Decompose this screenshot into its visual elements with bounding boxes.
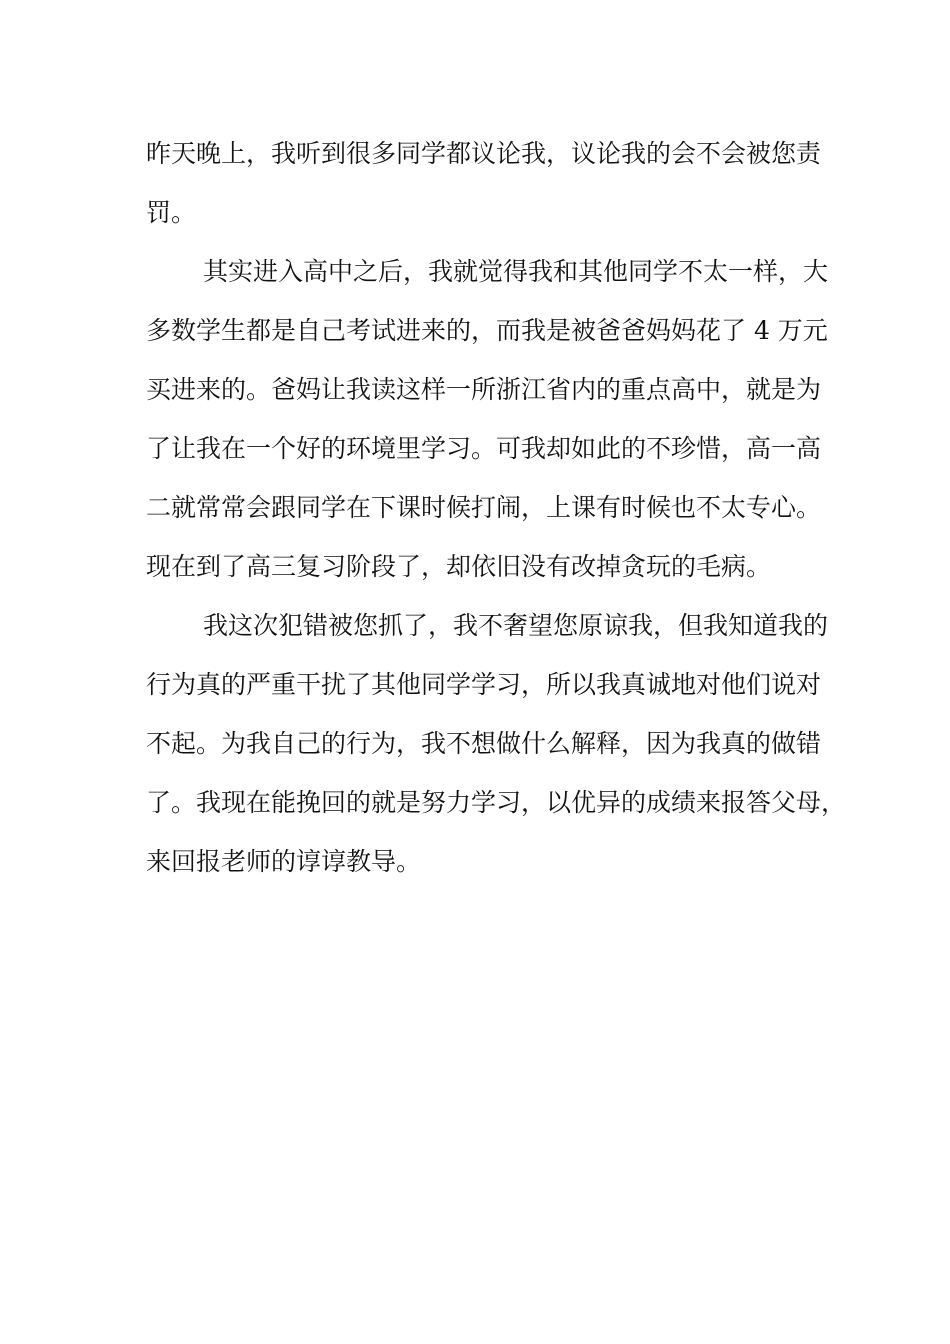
text-line: 多数学生都是自己考试进来的，而我是被爸爸妈妈花了 4 万元 (146, 316, 828, 345)
document-body (146, 130, 847, 897)
text-line: 了让我在一个好的环境里学习。可我却如此的不珍惜，高一高 (146, 434, 822, 463)
text-line: 不起。为我自己的行为，我不想做什么解释，因为我真的做错 (146, 729, 822, 758)
paragraph-first-line: 我这次犯错被您抓了，我不奢望您原谅我，但我知道我的 (203, 611, 829, 640)
text-line: 罚。 (146, 198, 197, 227)
text-line: 来回报老师的谆谆教导。 (146, 847, 422, 876)
text-line: 了。我现在能挽回的就是努力学习，以优异的成绩来报答父母， (146, 788, 847, 817)
paragraph-first-line: 其实进入高中之后，我就觉得我和其他同学不太一样，大 (203, 257, 829, 286)
text-line: 昨天晚上，我听到很多同学都议论我，议论我的会不会被您责 (146, 139, 822, 168)
text-line: 现在到了高三复习阶段了，却依旧没有改掉贪玩的毛病。 (146, 552, 772, 581)
text-line: 二就常常会跟同学在下课时候打闹，上课有时候也不太专心。 (146, 493, 822, 522)
text-line: 买进来的。爸妈让我读这样一所浙江省内的重点高中，就是为 (146, 375, 822, 404)
text-line: 行为真的严重干扰了其他同学学习，所以我真诚地对他们说对 (146, 670, 822, 699)
